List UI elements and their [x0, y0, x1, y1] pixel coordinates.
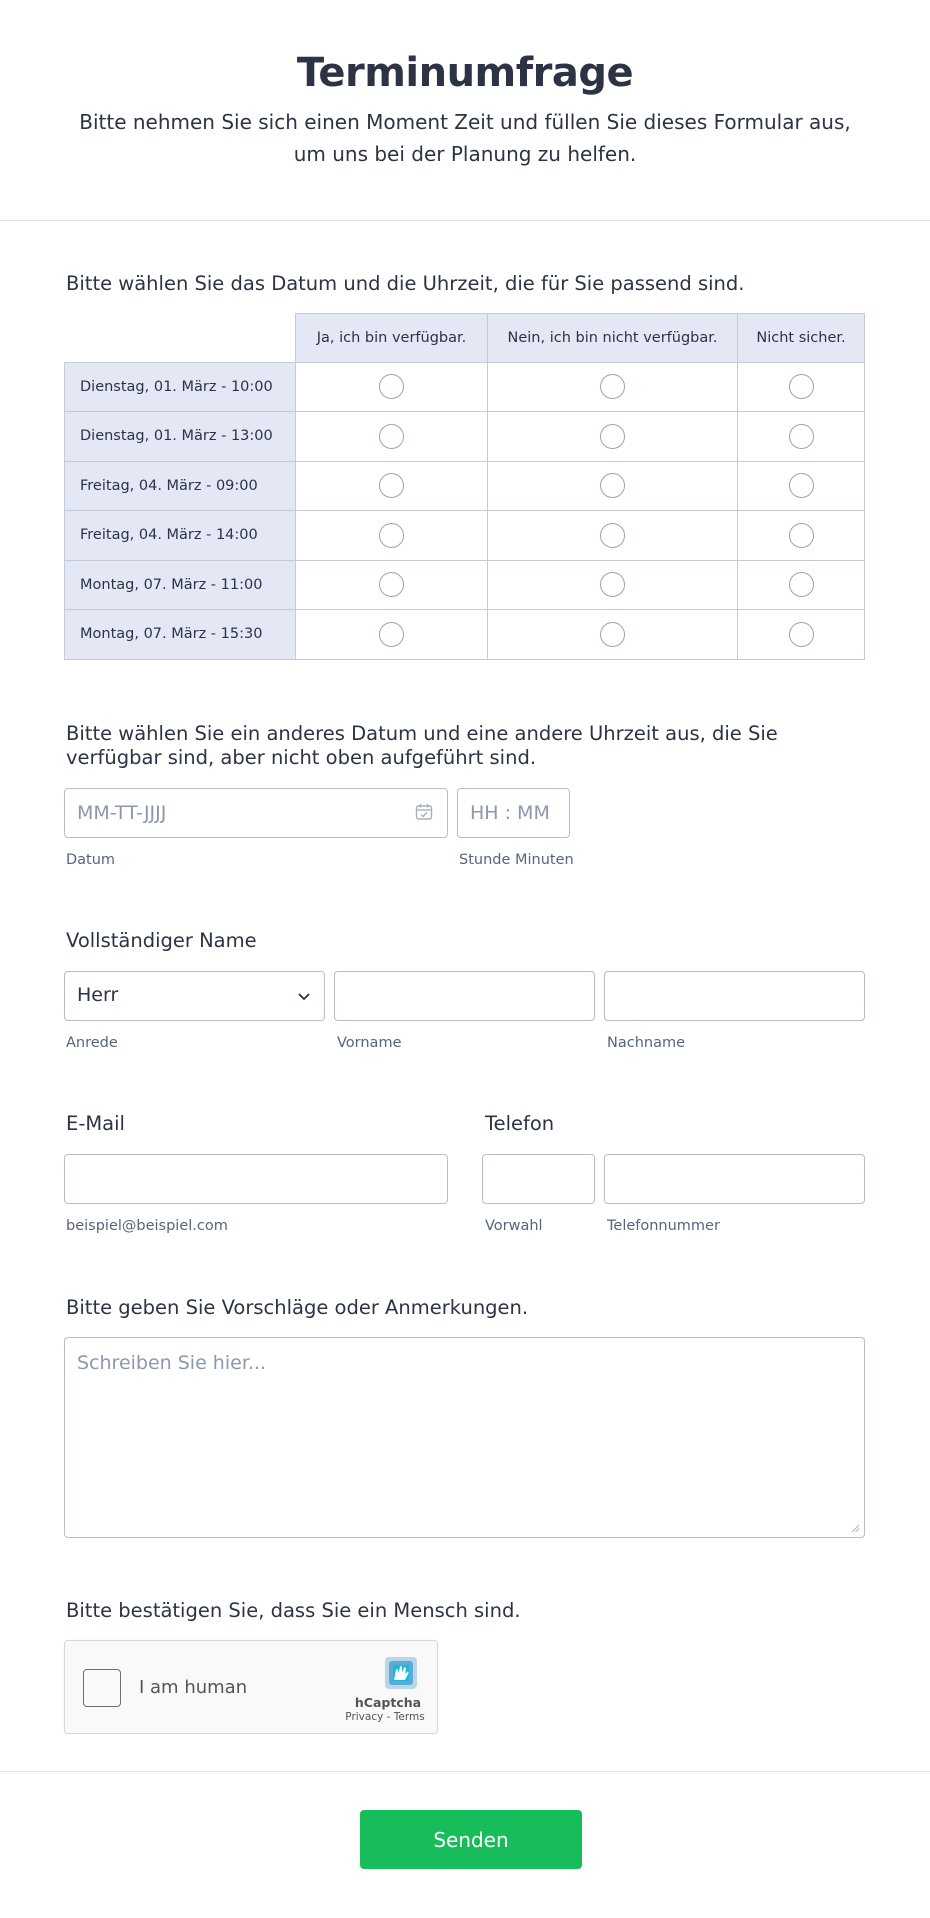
radio-button[interactable] [600, 473, 625, 498]
radio-button[interactable] [789, 572, 814, 597]
first-name-input[interactable] [334, 971, 595, 1021]
radio-button[interactable] [789, 473, 814, 498]
matrix-cell [738, 363, 865, 413]
captcha-question-label: Bitte bestätigen Sie, dass Sie ein Mensch sind. [66, 1599, 521, 1622]
time-input[interactable] [457, 788, 570, 838]
date-placeholder: MM-TT-JJJJ [77, 802, 167, 824]
time-sublabel: Stunde Minuten [459, 852, 574, 868]
matrix-corner [64, 313, 296, 363]
captcha-checkbox[interactable] [83, 1669, 121, 1707]
matrix-header-row [64, 313, 865, 363]
matrix-cell [488, 462, 738, 512]
matrix-cell [488, 511, 738, 561]
alt-date-question-label: Bitte wählen Sie ein anderes Datum und eine andere Uhrzeit aus, die Sie verfügbar sind, aber nicht oben aufgeführt sind. [66, 722, 778, 769]
email-input[interactable] [64, 1154, 448, 1204]
radio-button[interactable] [379, 622, 404, 647]
matrix-row-label: Montag, 07. März - 11:00 [64, 561, 296, 611]
hcaptcha-links[interactable]: Privacy - Terms [345, 1711, 425, 1723]
radio-button[interactable] [600, 424, 625, 449]
chevron-down-icon [296, 988, 312, 1004]
time-placeholder: HH : MM [470, 802, 550, 824]
matrix-cell [738, 561, 865, 611]
matrix-cell [738, 412, 865, 462]
last-name-sublabel: Nachname [607, 1035, 686, 1051]
radio-button[interactable] [789, 374, 814, 399]
form-header [0, 0, 930, 221]
calendar-icon[interactable] [415, 803, 433, 821]
salutation-select[interactable] [64, 971, 325, 1021]
matrix-cell [296, 363, 488, 413]
matrix-row-label: Freitag, 04. März - 09:00 [64, 462, 296, 512]
phone-number-input[interactable] [604, 1154, 865, 1204]
matrix-row [64, 363, 865, 413]
hcaptcha-widget [64, 1640, 438, 1734]
matrix-cell [488, 561, 738, 611]
matrix-cell [738, 462, 865, 512]
radio-button[interactable] [600, 374, 625, 399]
hcaptcha-brand: hCaptcha [354, 1695, 422, 1710]
radio-button[interactable] [600, 523, 625, 548]
comments-placeholder: Schreiben Sie hier... [77, 1352, 267, 1374]
matrix-cell [738, 511, 865, 561]
page-subtitle: Bitte nehmen Sie sich einen Moment Zeit und füllen Sie dieses Formular aus, um uns bei der Planung zu helfen. [79, 110, 851, 166]
footer-divider [0, 1771, 930, 1772]
radio-button[interactable] [600, 622, 625, 647]
matrix-col-header: Nicht sicher. [738, 313, 865, 363]
area-code-input[interactable] [482, 1154, 595, 1204]
matrix-cell [488, 412, 738, 462]
radio-button[interactable] [379, 424, 404, 449]
matrix-col-header: Ja, ich bin verfügbar. [296, 313, 488, 363]
matrix-row-label: Dienstag, 01. März - 13:00 [64, 412, 296, 462]
date-sublabel: Datum [66, 852, 116, 868]
phone-number-sublabel: Telefonnummer [607, 1218, 720, 1234]
matrix-cell [296, 412, 488, 462]
salutation-sublabel: Anrede [66, 1035, 118, 1051]
matrix-cell [738, 610, 865, 660]
salutation-value: Herr [77, 984, 119, 1006]
matrix-cell [296, 561, 488, 611]
submit-button[interactable]: Senden [360, 1810, 582, 1869]
last-name-input[interactable] [604, 971, 865, 1021]
name-question-label: Vollständiger Name [66, 929, 257, 952]
matrix-row-label: Dienstag, 01. März - 10:00 [64, 363, 296, 413]
hcaptcha-logo-icon [381, 1653, 421, 1693]
first-name-sublabel: Vorname [337, 1035, 402, 1051]
comments-question-label: Bitte geben Sie Vorschläge oder Anmerkungen. [66, 1296, 529, 1319]
matrix-cell [488, 610, 738, 660]
matrix-row [64, 511, 865, 561]
area-code-sublabel: Vorwahl [485, 1218, 543, 1234]
date-input[interactable] [64, 788, 448, 838]
phone-question-label: Telefon [485, 1112, 555, 1135]
matrix-row [64, 561, 865, 611]
radio-button[interactable] [600, 572, 625, 597]
captcha-checkbox-label: I am human [139, 1677, 248, 1698]
radio-button[interactable] [789, 424, 814, 449]
page-title: Terminumfrage [296, 50, 634, 96]
matrix-row [64, 462, 865, 512]
radio-button[interactable] [379, 473, 404, 498]
resize-handle-icon[interactable] [850, 1523, 860, 1533]
matrix-cell [296, 511, 488, 561]
radio-button[interactable] [379, 374, 404, 399]
email-hint: beispiel@beispiel.com [66, 1218, 228, 1234]
email-question-label: E-Mail [66, 1112, 125, 1135]
matrix-cell [488, 363, 738, 413]
matrix-cell [296, 610, 488, 660]
matrix-question-label: Bitte wählen Sie das Datum und die Uhrzeit, die für Sie passend sind. [66, 272, 745, 295]
matrix-row [64, 610, 865, 660]
matrix-col-header: Nein, ich bin nicht verfügbar. [488, 313, 738, 363]
radio-button[interactable] [789, 622, 814, 647]
matrix-row [64, 412, 865, 462]
comments-textarea[interactable] [64, 1337, 865, 1538]
matrix-row-label: Montag, 07. März - 15:30 [64, 610, 296, 660]
radio-button[interactable] [789, 523, 814, 548]
radio-button[interactable] [379, 523, 404, 548]
availability-matrix [64, 313, 865, 660]
matrix-row-label: Freitag, 04. März - 14:00 [64, 511, 296, 561]
matrix-cell [296, 462, 488, 512]
radio-button[interactable] [379, 572, 404, 597]
